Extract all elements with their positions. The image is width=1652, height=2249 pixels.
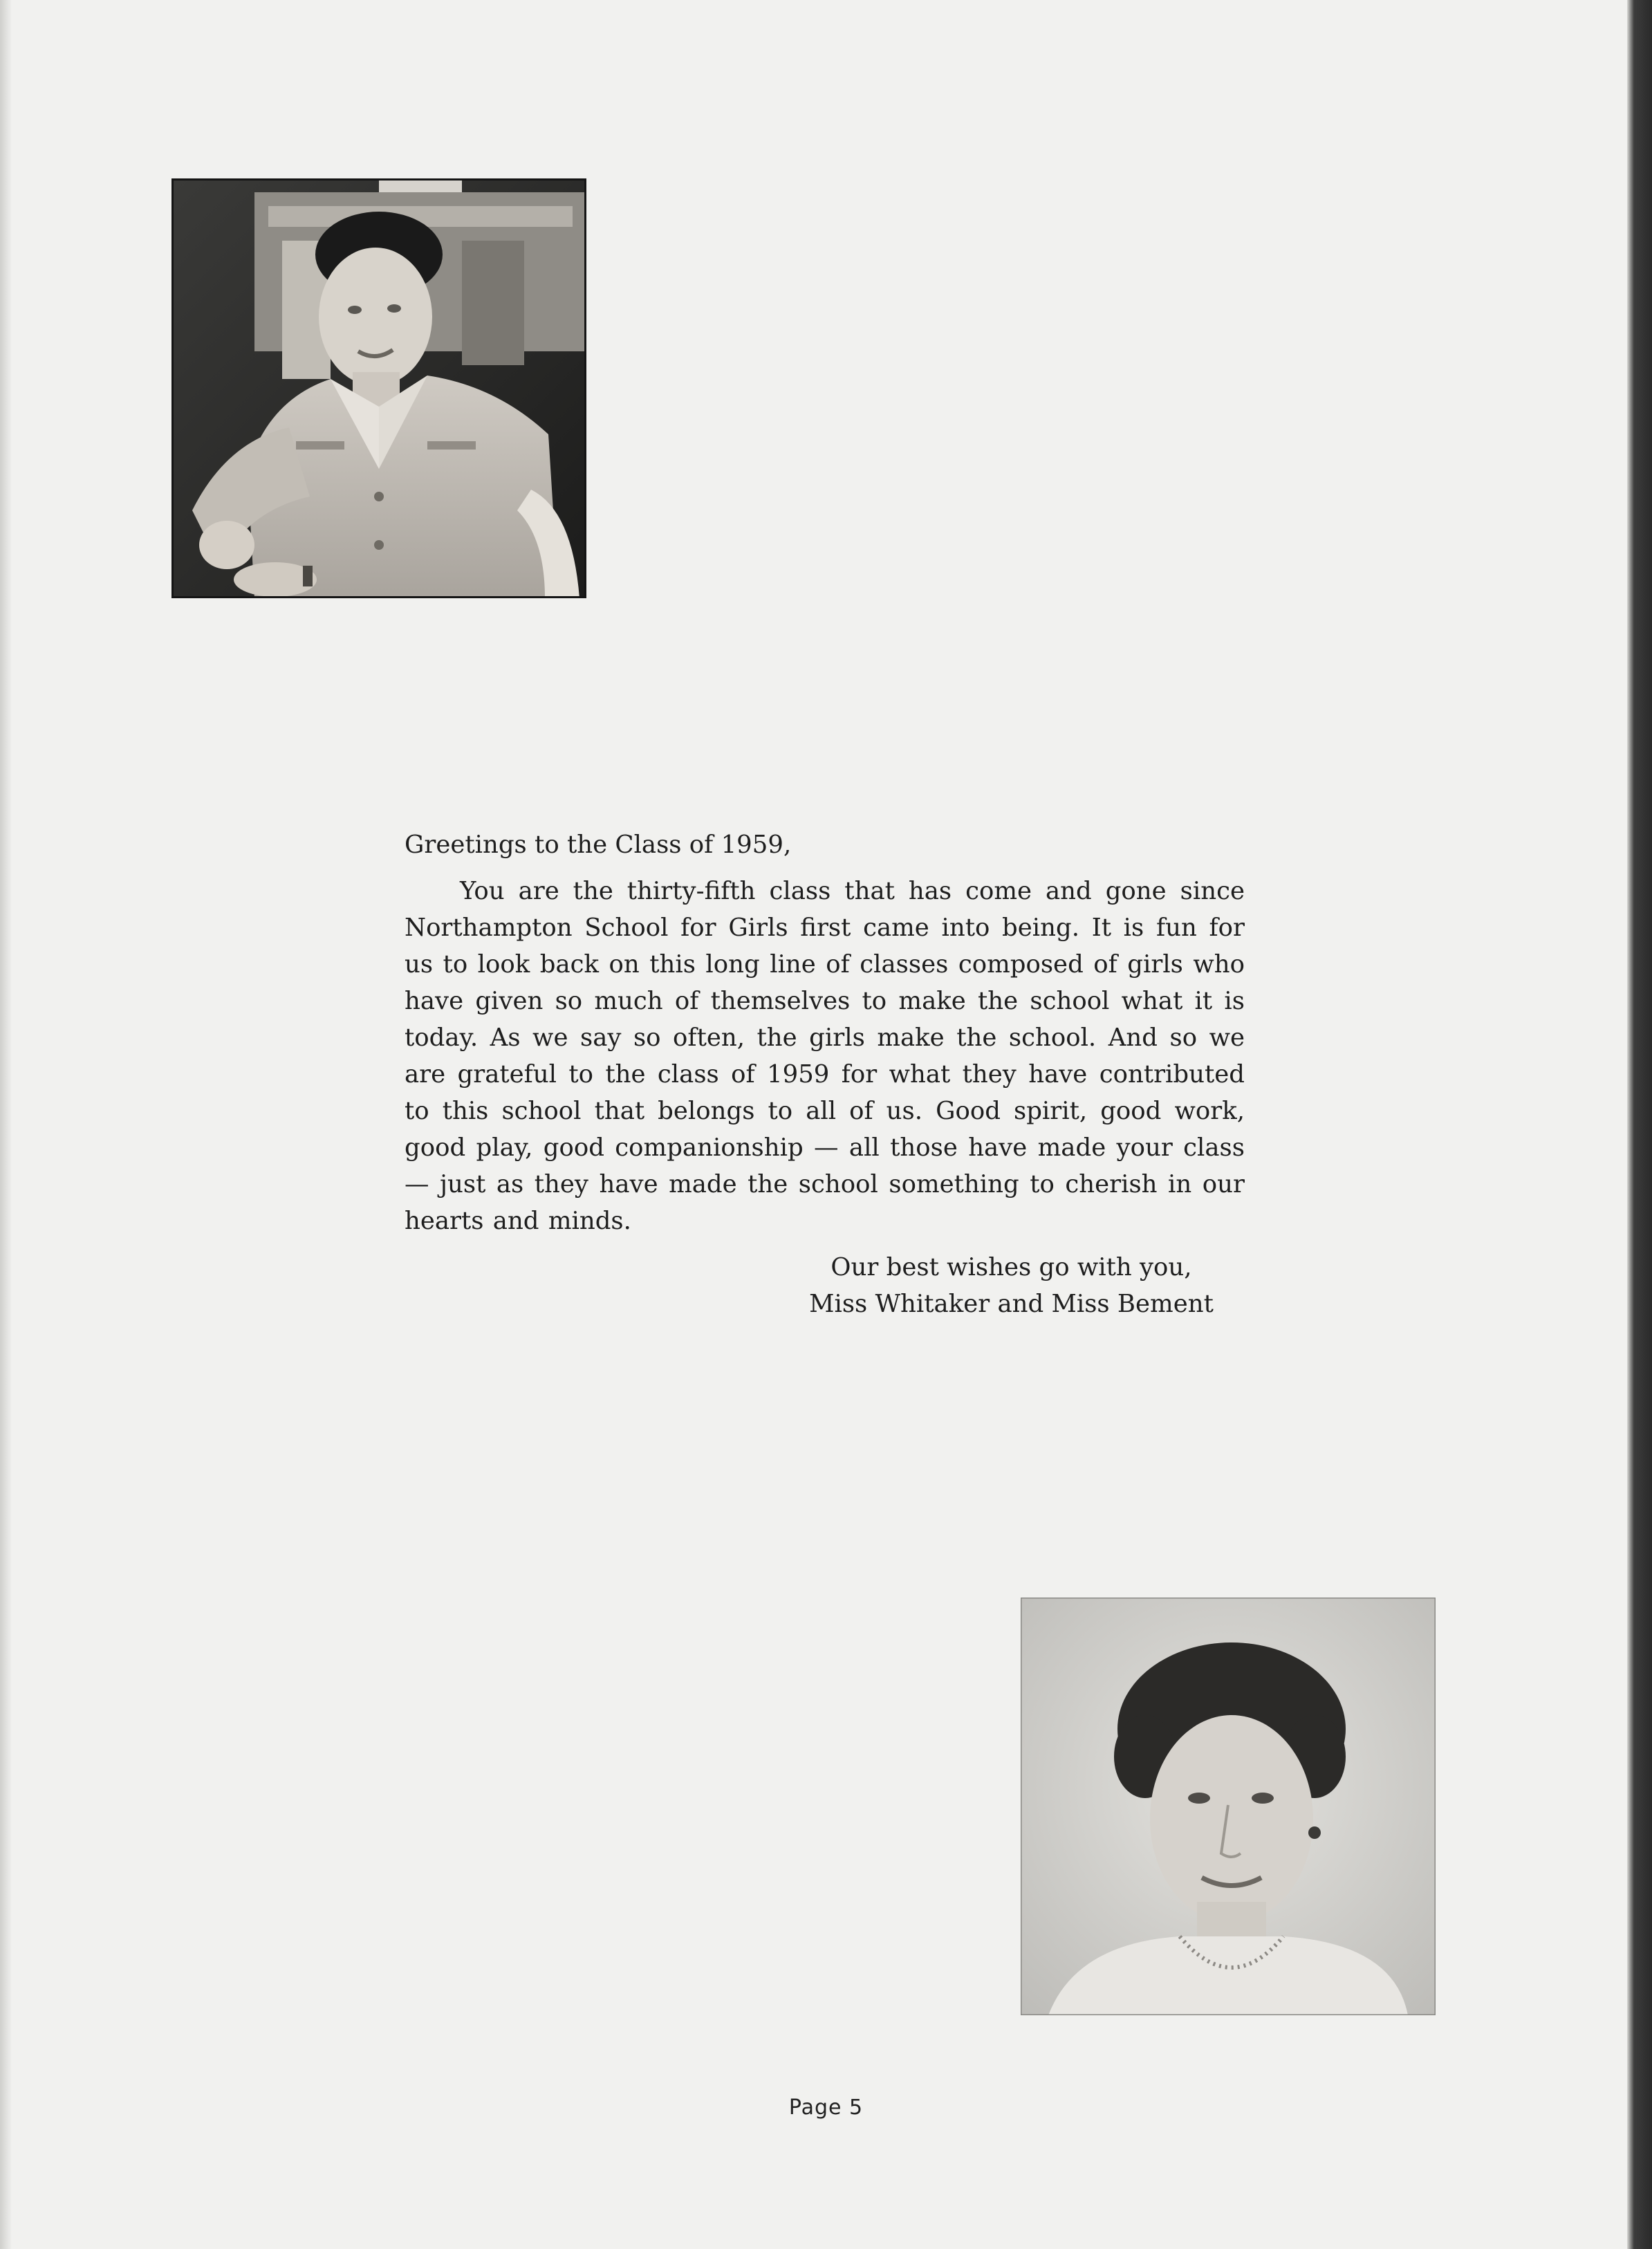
greeting-letter <box>405 826 1245 1322</box>
letter-body: You are the thirty-fifth class that has come and gone since Northampton School for Girls first came into being. It is fun for us to look back on this long line of classes composed of girls who have given so much of themselves to make the school what it is today. As we say so often, the girls make the school. And so we are grateful to the class of 1959 for what they have contributed to this school that belongs to all of us. Good spirit, good work, good play, good companionship — all those have made your class — just as they have made the school something to cherish in our hearts and minds. <box>405 877 1245 1235</box>
binding-edge <box>0 0 11 2249</box>
portrait-photo-woman-with-pearls <box>1021 1598 1436 2015</box>
portrait-photo-seated-woman <box>171 178 586 598</box>
page-number: Page 5 <box>788 2095 864 2120</box>
letter-signature: Miss Whitaker and Miss Bement <box>809 1290 1214 1318</box>
letter-greeting: Greetings to the Class of 1959, <box>405 831 792 859</box>
page-edge-shadow <box>1627 0 1652 2249</box>
letter-closing: Our best wishes go with you, <box>830 1253 1192 1281</box>
letter-closing-block <box>405 1249 1245 1322</box>
